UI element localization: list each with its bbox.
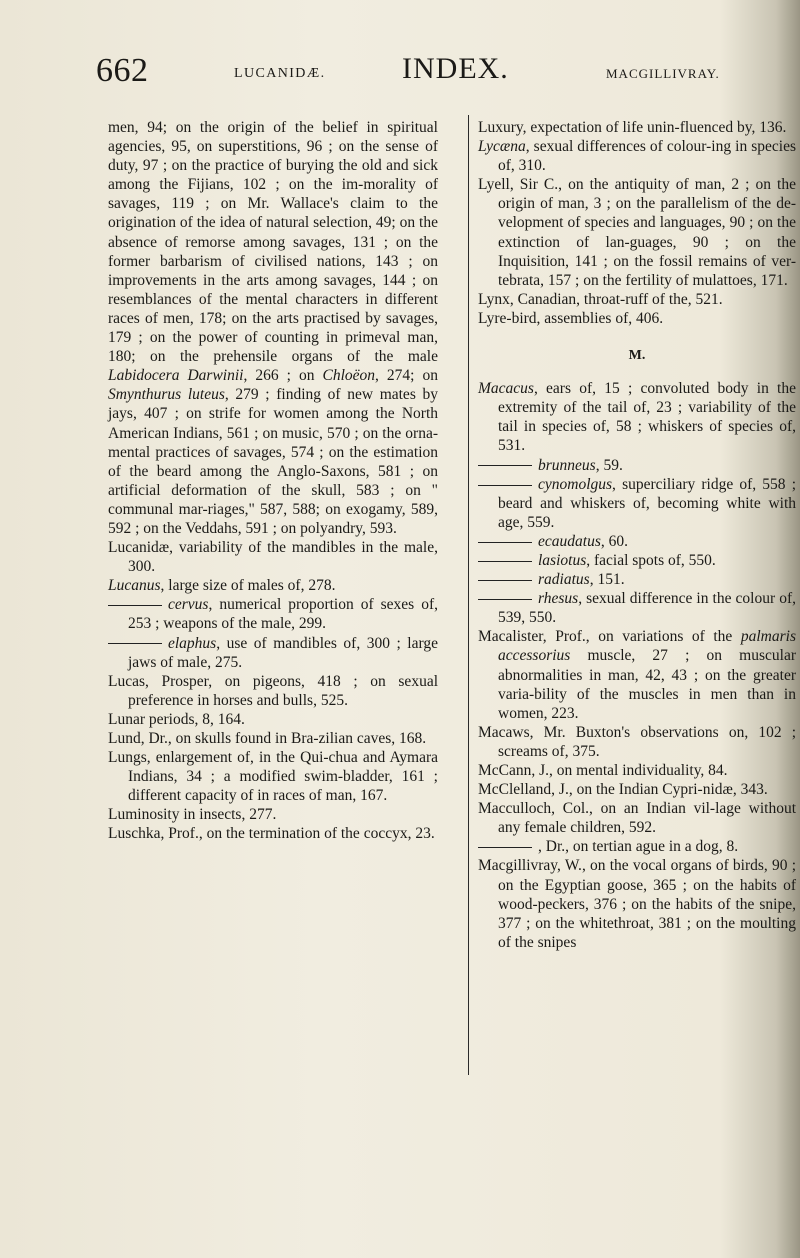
entry-heading: Macacus (478, 380, 534, 398)
index-entry (478, 532, 796, 551)
entry-heading: McClelland, J. (478, 781, 569, 799)
entry-heading: Macgillivray, W. (478, 857, 582, 875)
index-entry (478, 589, 796, 627)
page-header (96, 52, 736, 112)
entry-heading: Macaws, Mr. Buxton's (478, 723, 631, 741)
page-number: 662 (96, 52, 149, 89)
section-letter: M. (628, 348, 646, 364)
ditto-dash (478, 485, 532, 486)
entry-text: , facial spots of, 550. (586, 551, 716, 569)
entry-text: , on the vocal organs of birds, 90 ; on the Egyptian goose, 365 ; on the habits of wood-peckers, 376 ; on the habits of the snipe, 377 ; on the whitethroat, 381 ; on the moulting of the snipes (498, 857, 797, 951)
entry-heading: Lycæna (478, 138, 526, 156)
index-entry (108, 824, 438, 843)
index-entry (108, 729, 438, 748)
entry-text: , 8, 164. (194, 710, 245, 728)
index-entry (478, 570, 796, 589)
entry-text: , variability of the mandibles in the male, 300. (128, 539, 438, 576)
entry-text: , numerical proportion of sexes of, 253 ; weapons of the male, 299. (128, 596, 438, 633)
column-divider (468, 115, 469, 1075)
entry-heading: Lyell, Sir C. (478, 176, 559, 194)
index-entry (108, 538, 438, 576)
entry-text: , ears of, 15 ; convoluted body in the extremity of the tail of, 23 ; variability of the tail in species of, 58 ; whiskers of species of, 531. (498, 380, 796, 455)
index-entry (478, 780, 796, 799)
entry-text: , expectation of life unin-fluenced by, 136. (522, 119, 787, 136)
index-entry (478, 175, 796, 290)
entry-text: , on mental individuality, 84. (549, 762, 728, 779)
entry-text: men, 94; on the origin of the belief in spiritual agencies, 95, on superstitions, 96 ; on the sense of duty, 97 ; on the practice of burying the old and sick among the Fijians, 102 ; on the im-morality of savages, 119 ; on Mr. Wallace's claim to the origination of the idea of natural selection, 49; on the absence of remorse among savages, 131 ; on the former barbarism of civilised nations, 143 ; on improvements in the arts among savages, 144 ; on resemblances of the mental characters in different races of men, 178; on the arts practised by savages, 179 ; on the power of counting in primeval man, 180; on the prehensile organs of the male (108, 119, 438, 366)
entry-text: , sexual difference in the colour of, 539, 550. (498, 590, 796, 627)
entry-text: , Dr., on tertian ague in a dog, 8. (538, 838, 739, 856)
ditto-dash (478, 599, 532, 600)
entry-text: , large size of males of, 278. (160, 577, 336, 595)
index-entry (478, 290, 796, 309)
entry-heading: elaphus (168, 634, 217, 652)
entry-heading: ecaudatus (538, 532, 601, 550)
ditto-dash (478, 465, 532, 466)
index-entry (108, 805, 438, 824)
entry-text-italic: palmaris accessorius (498, 628, 796, 665)
index-entry (478, 456, 796, 475)
index-entry (108, 576, 438, 595)
entry-text: , 266 ; on (243, 367, 323, 385)
entry-text: , 60. (600, 532, 628, 550)
entry-heading: radiatus (538, 571, 590, 589)
index-entry (108, 672, 438, 710)
index-entry (478, 379, 796, 455)
entry-text: , on the Indian Cypri-nidæ, 343. (568, 781, 768, 799)
entry-heading: lasiotus (538, 551, 587, 569)
index-entry (478, 118, 796, 137)
running-head-left: LUCANIDÆ. (234, 66, 326, 81)
index-entry (478, 627, 796, 722)
entry-text: , enlargement of, in the Qui-chua and Aymara Indians, 34 ; a modified swim-bladder, 161 ; different capacity of in races of man, 167. (128, 749, 438, 805)
index-entry (478, 551, 796, 570)
entry-text-italic: Labidocera Darwinii (108, 367, 244, 385)
index-entry (478, 137, 796, 175)
entry-heading: Lucas, Prosper (108, 672, 209, 690)
index-entry (478, 837, 796, 856)
index-entry (108, 748, 438, 805)
entry-text: muscle, 27 ; on muscular abnormalities in man, 42, 43 ; on the greater varia-bility of the muscles in men than in women, 223. (498, 647, 796, 722)
continued-entry (108, 118, 438, 538)
entry-text: , 277. (241, 806, 277, 824)
entry-text: , sexual differences of colour-ing in species of, 310. (498, 138, 796, 175)
index-entry (108, 634, 438, 672)
entry-heading: Luminosity in insects (108, 806, 242, 824)
index-entry (478, 799, 796, 837)
entry-heading: Macculloch, Col. (478, 800, 590, 818)
index-entry (478, 856, 796, 951)
entry-heading: Macalister, Prof. (478, 628, 586, 646)
ditto-dash (108, 643, 162, 644)
entry-text: , on the antiquity of man, 2 ; on the origin of man, 3 ; on the parallelism of the de-velopment of species and languages, 90 ; on the extinction of lan-guages, 90 ; on the Inquisition, 141 ; on the fossil remains of ver-tebrata, 157 ; on the fertility of mulattoes, 171. (498, 176, 796, 289)
entry-heading: Lucanus (108, 577, 161, 595)
entry-heading: Luschka, Prof. (108, 825, 199, 843)
entry-heading: cynomolgus (538, 475, 613, 493)
entry-heading: Lungs (108, 749, 147, 767)
entry-text-italic: Smynthurus luteus (108, 386, 225, 404)
entry-heading: brunneus (538, 456, 596, 474)
entry-text: , on pigeons, 418 ; on sexual preference in horses and bulls, 525. (128, 672, 438, 709)
entry-text: observations on, 102 ; screams of, 375. (498, 723, 796, 760)
entry-text-italic: Chloëon (322, 367, 376, 385)
entry-text: , on variations of the (585, 628, 741, 646)
ditto-dash (108, 605, 162, 606)
entry-text: , throat-ruff of the, 521. (576, 290, 723, 308)
entry-text: , assemblies of, 406. (536, 309, 664, 327)
entry-text: , use of mandibles of, 300 ; large jaws of male, 275. (128, 634, 438, 671)
running-head-right: MACGILLIVRAY. (606, 66, 720, 81)
ditto-dash (478, 580, 532, 581)
entry-heading: cervus (168, 596, 209, 614)
entry-heading: Lucanidæ (108, 539, 170, 557)
entry-text: , 59. (595, 456, 623, 474)
entry-heading: Luxury (478, 119, 523, 136)
left-column (108, 118, 438, 844)
entry-heading: Lunar periods (108, 710, 195, 728)
ditto-dash (478, 847, 532, 848)
index-entry (478, 475, 796, 532)
entry-text: , on skulls found in Bra-zilian caves, 168. (167, 730, 427, 747)
index-entry (478, 761, 796, 780)
running-head-center: INDEX. (402, 52, 509, 85)
entry-heading: Lynx, Canadian (478, 290, 577, 308)
entry-heading: Lyre-bird (478, 309, 537, 327)
ditto-dash (478, 542, 532, 543)
index-entry (108, 710, 438, 729)
entry-text: , on the termination of the coccyx, 23. (198, 825, 435, 843)
entry-text: , superciliary ridge of, 558 ; beard and whiskers of, becoming white with age, 559. (498, 475, 796, 531)
right-column (478, 118, 796, 952)
entry-heading: McCann, J. (478, 762, 550, 779)
entry-text: , 274; on (375, 367, 439, 385)
entry-heading: Lund, Dr. (108, 730, 168, 747)
ditto-dash (478, 561, 532, 562)
index-entry (108, 595, 438, 633)
entry-text: , 151. (589, 571, 625, 589)
entry-text: , on an Indian vil-lage without any female children, 592. (498, 800, 796, 837)
index-entry (478, 309, 796, 328)
entry-heading: rhesus (538, 590, 579, 608)
entry-text: , 279 ; finding of new mates by jays, 407 ; on strife for women among the North American Indians, 561 ; on music, 570 ; on the orna-mental practices of savages, 574 ; on the estimation of the beard among the Anglo-Saxons, 581 ; on artificial deformation of the skull, 583 ; on " communal mar-riages," 587, 588; on exogamy, 589, 592 ; on the Veddahs, 591 ; on polyandry, 593. (108, 386, 438, 537)
index-entry (478, 723, 796, 761)
